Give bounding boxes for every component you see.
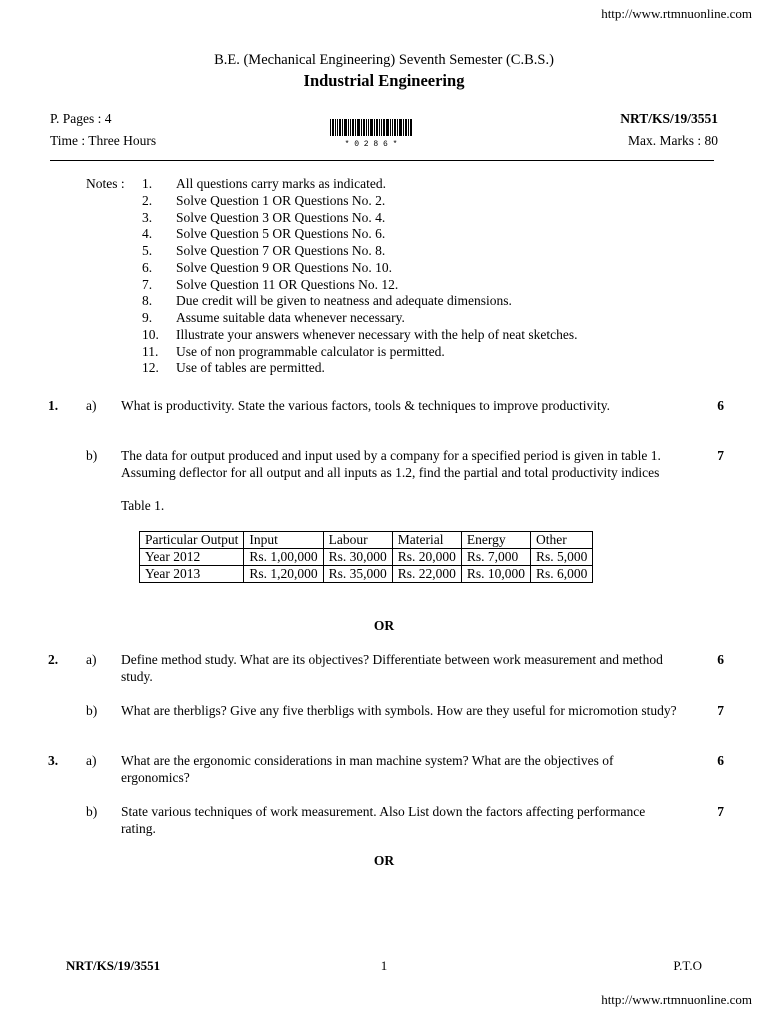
note-item: 2. Solve Question 1 OR Questions No. 2.: [142, 193, 386, 208]
or-separator: OR: [373, 853, 395, 868]
notes-label: Notes :: [86, 176, 125, 191]
question-3b-marks: 7: [717, 804, 724, 819]
footer-url[interactable]: http://www.rtmnuonline.com: [601, 992, 752, 1007]
subject-title: Industrial Engineering: [303, 71, 465, 90]
table-cell: Year 2012: [140, 549, 244, 566]
table-cell: Rs. 10,000: [461, 566, 530, 583]
table-header-cell: Particular Output: [140, 532, 244, 549]
exam-time: Time : Three Hours: [50, 133, 157, 148]
table-row: [140, 566, 593, 583]
table-header-cell: Labour: [323, 532, 392, 549]
note-item: 12. Use of tables are permitted.: [142, 360, 325, 375]
question-1-number: 1.: [48, 398, 59, 413]
note-item: 11. Use of non programmable calculator is permitted.: [142, 344, 445, 359]
question-2-number: 2.: [48, 652, 59, 667]
question-3a-marks: 6: [717, 753, 724, 768]
table-cell: Rs. 5,000: [531, 549, 593, 566]
table-row: [140, 549, 593, 566]
table-label: Table 1.: [121, 498, 165, 513]
paper-code: NRT/KS/19/3551: [620, 111, 718, 126]
or-separator: OR: [373, 618, 395, 633]
page-count: P. Pages : 4: [50, 111, 112, 126]
question-3a-text: What are the ergonomic considerations in man machine system? What are the objectives of ergonomics?: [121, 753, 614, 785]
table-header-cell: Other: [531, 532, 593, 549]
note-item: 6. Solve Question 9 OR Questions No. 10.: [142, 260, 392, 275]
question-3b-label: b): [86, 804, 98, 819]
question-1b-label: b): [86, 448, 98, 463]
table-header-row: [140, 532, 593, 549]
question-1b-text: The data for output produced and input used by a company for a specified period is given in table 1. Assuming deflector for all output and all inputs as 1.2, find the partial and total productivity indices: [121, 448, 661, 480]
question-2b-label: b): [86, 703, 98, 718]
table-cell: Rs. 30,000: [323, 549, 392, 566]
table-cell: Rs. 35,000: [323, 566, 392, 583]
header-divider: [50, 160, 714, 161]
note-item: 9. Assume suitable data whenever necessary.: [142, 310, 405, 325]
note-item: 4. Solve Question 5 OR Questions No. 6.: [142, 226, 386, 241]
max-marks: Max. Marks : 80: [628, 133, 718, 148]
footer-page-number: 1: [380, 958, 388, 973]
question-1a-marks: 6: [717, 398, 724, 413]
question-2b-text: What are therbligs? Give any five therbligs with symbols. How are they useful for micromotion study?: [121, 703, 677, 718]
question-2b-marks: 7: [717, 703, 724, 718]
question-1b-marks: 7: [717, 448, 724, 463]
note-item: 5. Solve Question 7 OR Questions No. 8.: [142, 243, 386, 258]
header-url[interactable]: http://www.rtmnuonline.com: [601, 6, 752, 21]
productivity-table: [139, 531, 593, 583]
question-3-number: 3.: [48, 753, 59, 768]
question-1a-text: What is productivity. State the various factors, tools & techniques to improve productivity.: [121, 398, 611, 413]
barcode-text: * 0 2 8 6 *: [344, 140, 398, 147]
note-item: 10. Illustrate your answers whenever necessary with the help of neat sketches.: [142, 327, 578, 342]
question-2a-label: a): [86, 652, 97, 667]
question-2a-marks: 6: [717, 652, 724, 667]
course-title: B.E. (Mechanical Engineering) Seventh Semester (C.B.S.): [214, 52, 554, 68]
barcode-image: [330, 119, 412, 147]
table-cell: Year 2013: [140, 566, 244, 583]
table-cell: Rs. 6,000: [531, 566, 593, 583]
table-cell: Rs. 7,000: [461, 549, 530, 566]
table-header-cell: Material: [392, 532, 461, 549]
table-cell: Rs. 1,20,000: [244, 566, 323, 583]
note-item: 3. Solve Question 3 OR Questions No. 4.: [142, 210, 386, 225]
footer-pto: P.T.O: [673, 958, 702, 973]
table-cell: Rs. 1,00,000: [244, 549, 323, 566]
question-3b-text: State various techniques of work measurement. Also List down the factors affecting performance rating.: [121, 804, 646, 836]
table-cell: Rs. 22,000: [392, 566, 461, 583]
note-item: 7. Solve Question 11 OR Questions No. 12.: [142, 277, 399, 292]
question-3a-label: a): [86, 753, 97, 768]
note-item: 8. Due credit will be given to neatness and adequate dimensions.: [142, 293, 512, 308]
question-2a-text: Define method study. What are its objectives? Differentiate between work measurement and method study.: [121, 652, 663, 684]
table-header-cell: Input: [244, 532, 323, 549]
question-1a-label: a): [86, 398, 97, 413]
note-item: 1. All questions carry marks as indicated.: [142, 176, 386, 191]
footer-paper-code: NRT/KS/19/3551: [66, 958, 161, 973]
table-header-cell: Energy: [461, 532, 530, 549]
table-cell: Rs. 20,000: [392, 549, 461, 566]
